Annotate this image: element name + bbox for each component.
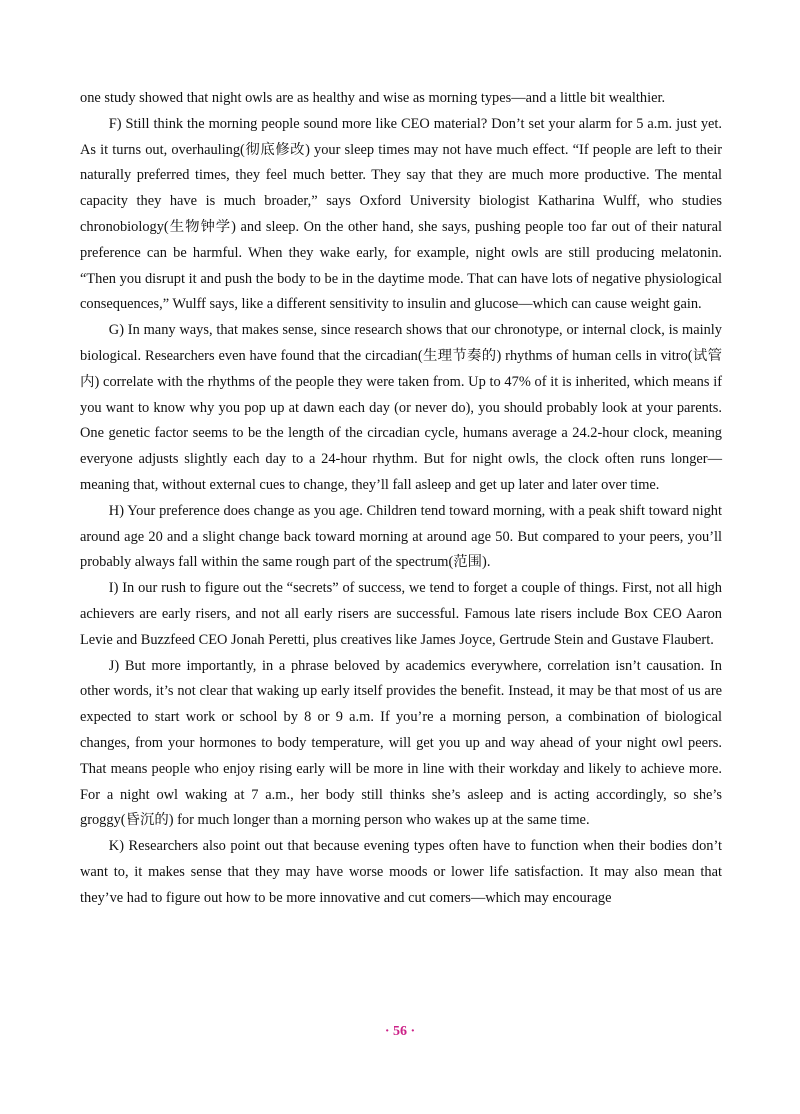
page-number: · 56 · — [384, 1024, 416, 1039]
paragraph-continuation: one study showed that night owls are as healthy and wise as morning types—and a little bit wealthier. — [80, 90, 666, 106]
paragraph-h: H) Your preference does change as you age. Children tend toward morning, with a peak shift toward night around age 20 and a slight change back toward morning at around age 50. But compared to your peers, you’ll probably always fall within the same rough part of the spectrum(范围). — [80, 502, 722, 571]
paragraph-k: K) Researchers also point out that because evening types often have to function when their bodies don’t want to, it makes sense that they may have worse moods or lower life satisfaction. It may also mean that they’ve had to figure out how to be more innovative and cut comers—which may encourage — [80, 838, 722, 906]
paragraph-f: F) Still think the morning people sound more like CEO material? Don’t set your alarm for 5 a.m. just yet. As it turns out, overhauling(彻底修改) your sleep times may not have much effect. “If people are left to their naturally preferred times, they feel much better. They say that they are much more productive. The mental capacity they have is much broader,” says Oxford University biologist Katharina Wulff, who studies chronobiology(生物钟学) and sleep. On the other hand, she says, pushing people too far out of their natural preference can be harmful. When they wake early, for example, night owls are still producing melatonin. “Then you disrupt it and push the body to be in the daytime mode. That can have lots of negative physiological consequences,” Wulff says, like a different sensitivity to insulin and glucose—which can cause weight gain. — [80, 115, 722, 313]
paragraph-g: G) In many ways, that makes sense, since research shows that our chronotype, or internal clock, is mainly biological. Researchers even have found that the circadian(生理节奏的) rhythms of human cells in vitro(试管内) correlate with the rhythms of the people they were taken from. Up to 47% of it is inherited, which means if you want to know why you pop up at dawn each day (or never do), you should probably look at your parents. One genetic factor seems to be the length of the circadian cycle, humans average a 24.2-hour clock, meaning everyone adjusts slightly each day to a 24-hour rhythm. But for night owls, the clock often runs longer—meaning that, without external cues to change, they’ll fall asleep and get up later and later over time. — [80, 322, 722, 493]
paragraph-j: J) But more importantly, in a phrase beloved by academics everywhere, correlation isn’t causation. In other words, it’s not clear that waking up early itself provides the benefit. Instead, it may be that most of us are expected to start work or school by 8 or 9 a.m. If you’re a morning person, a combination of biological changes, from your hormones to body temperature, will get you up and way ahead of your night owl peers. That means people who enjoy rising early will be more in line with their workday and likely to achieve more. For a night owl waking at 7 a.m., her body still thinks she’s asleep and is acting accordingly, so she’s groggy(昏沉的) for much longer than a morning person who wakes up at the same time. — [80, 657, 722, 829]
document-body — [80, 86, 722, 912]
paragraph-i: I) In our rush to figure out the “secrets” of success, we tend to forget a couple of things. First, not all high achievers are early risers, and not all early risers are successful. Famous late risers include Box CEO Aaron Levie and Buzzfeed CEO Jonah Peretti, plus creatives like James Joyce, Gertrude Stein and Gustave Flaubert. — [80, 580, 722, 648]
